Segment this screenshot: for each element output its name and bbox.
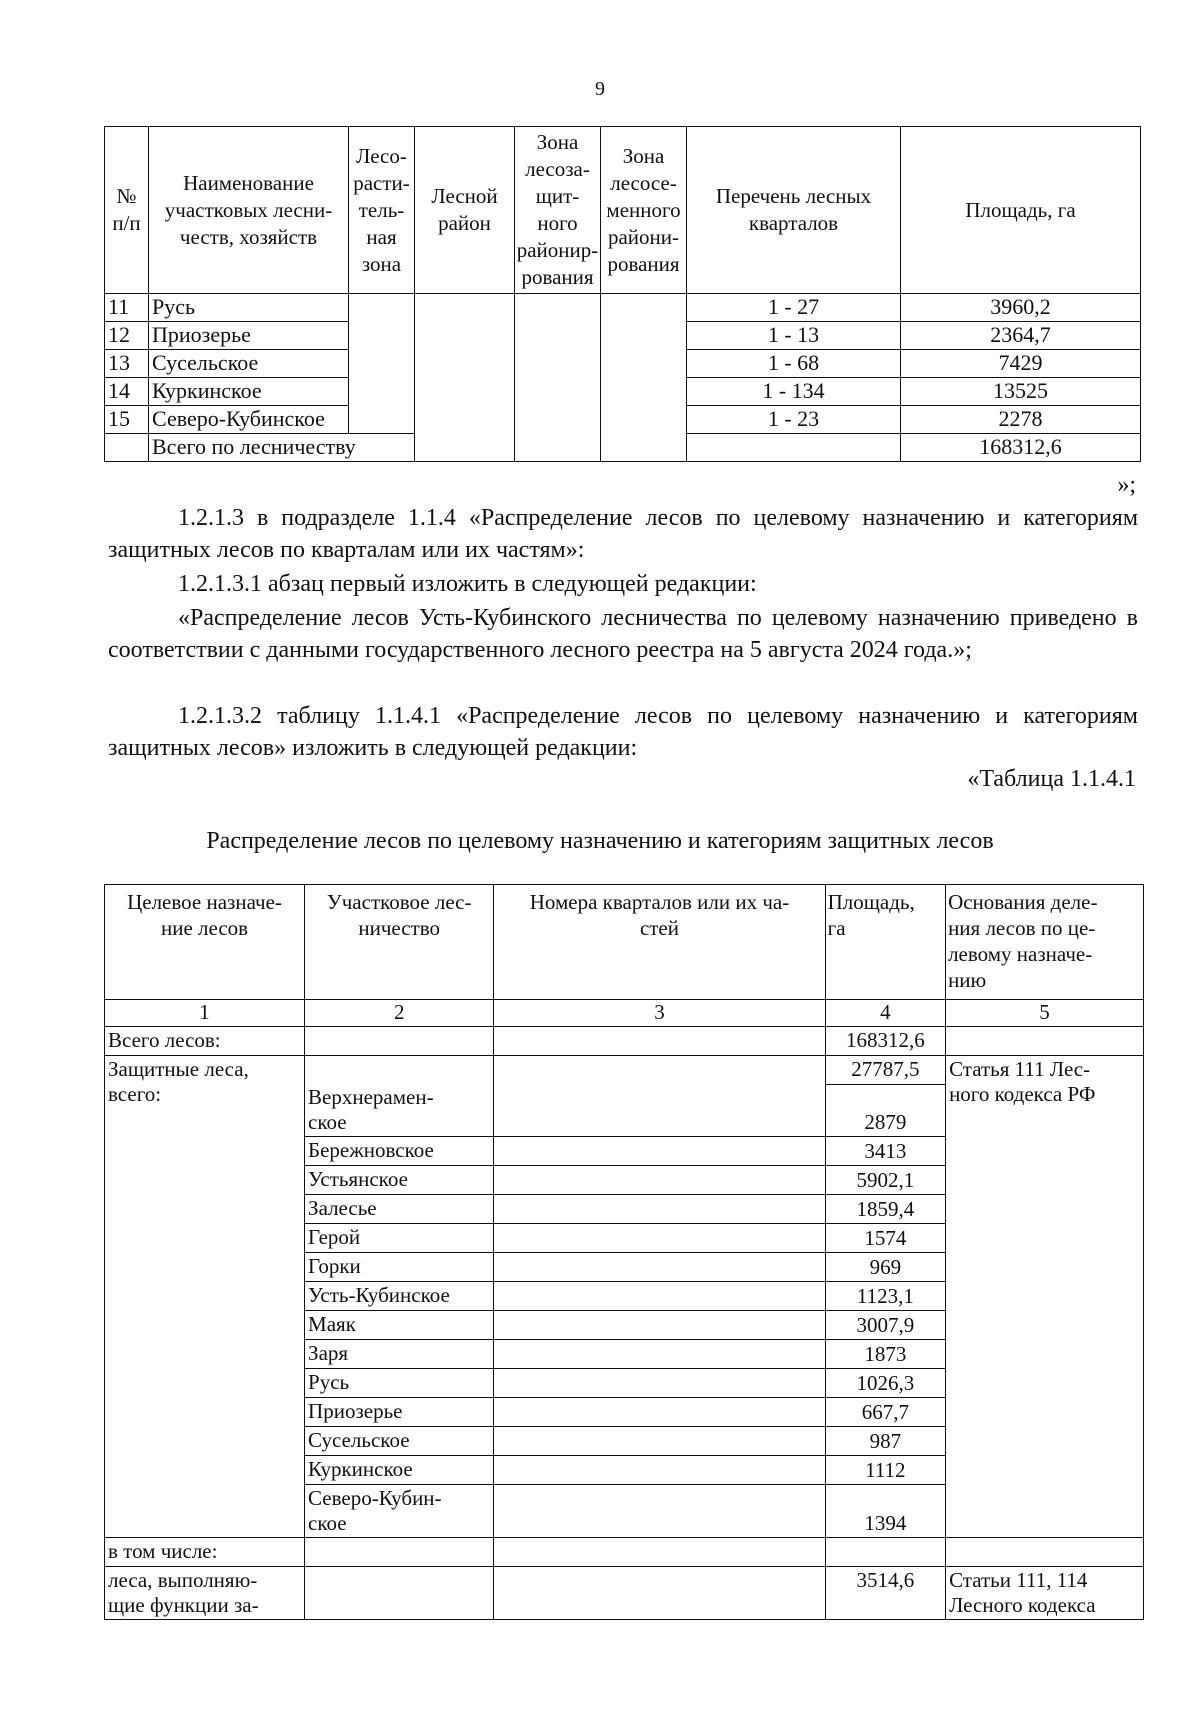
forestry-name: Залесье: [305, 1195, 494, 1224]
forestry-name: Верхнерамен- ское: [305, 1084, 494, 1137]
forestry-area: 987: [825, 1427, 945, 1456]
forestry-area: 1873: [825, 1340, 945, 1369]
paragraph-distribution-text: «Распределение лесов Усть-Кубинского лесничества по целевому назначению приведено в соответствии с данными государственного лесного реестра на 5 августа 2024 года.»;: [108, 605, 1138, 663]
row-area: 2278: [901, 406, 1141, 434]
empty-cell: [494, 1340, 825, 1369]
paragraph-subsection-1-1-4: 1.2.1.3 в подразделе 1.1.4 «Распределение лесов по целевому назначению и категориям защитных лесов по кварталам или их частям»:: [108, 505, 1138, 563]
row-quarters: 1 - 27: [687, 294, 901, 322]
column-number: 4: [825, 1000, 945, 1027]
empty-cell: [494, 1369, 825, 1398]
row-number: 12: [105, 322, 149, 350]
page-number: 9: [595, 78, 605, 100]
header-number: № п/п: [105, 127, 149, 294]
empty-cell: [494, 1166, 825, 1195]
empty-cell: [494, 1485, 825, 1538]
header-vegetation-zone: Лесо- расти- тель- ная зона: [349, 127, 415, 294]
water-protection-basis: Статьи 111, 114 Лесного кодекса: [946, 1567, 1144, 1620]
row-area: 2364,7: [901, 322, 1141, 350]
forestry-area: 3007,9: [825, 1311, 945, 1340]
forestry-area: 2879: [825, 1084, 945, 1137]
forestry-name: Северо-Кубин- ское: [305, 1485, 494, 1538]
forestry-area: 1123,1: [825, 1282, 945, 1311]
header-forestry: Участковое лес- ничество: [305, 885, 494, 1000]
empty-cell: [494, 1538, 825, 1567]
water-protection-area: 3514,6: [825, 1567, 945, 1620]
forestry-name: Приозерье: [305, 1398, 494, 1427]
table-row: [105, 294, 1141, 322]
row-name: Приозерье: [149, 322, 349, 350]
empty-cell: [825, 1538, 945, 1567]
row-area: 7429: [901, 350, 1141, 378]
forestry-name: Горки: [305, 1253, 494, 1282]
merged-empty-cell: [601, 294, 687, 462]
including-row: [105, 1538, 1144, 1567]
empty-cell: [687, 434, 901, 462]
forestry-area: 3413: [825, 1137, 945, 1166]
row-quarters: 1 - 23: [687, 406, 901, 434]
row-name: Северо-Кубинское: [149, 406, 349, 434]
forestry-name: Устьянское: [305, 1166, 494, 1195]
forestry-area: 667,7: [825, 1398, 945, 1427]
column-number: 3: [494, 1000, 825, 1027]
paragraph-first-paragraph-edit: 1.2.1.3.1 абзац первый изложить в следующей редакции:: [178, 571, 757, 597]
empty-cell: [494, 1456, 825, 1485]
empty-cell: [946, 1027, 1144, 1056]
table-header-row: [105, 885, 1144, 1000]
total-label: Всего по лесничеству: [149, 434, 415, 462]
header-area: Площадь, га: [901, 127, 1141, 294]
empty-cell: [305, 1567, 494, 1620]
empty-cell: [494, 1253, 825, 1282]
header-protection-zone: Зона лесоза- щит- ного районир- рования: [515, 127, 601, 294]
forestry-name: Герой: [305, 1224, 494, 1253]
header-quarter-numbers: Номера кварталов или их ча- стей: [494, 885, 825, 1000]
merged-empty-cell: [415, 294, 515, 462]
row-number: 15: [105, 406, 149, 434]
merged-empty-cell: [515, 294, 601, 462]
table-reference: «Таблица 1.1.4.1: [967, 766, 1136, 792]
empty-cell: [494, 1282, 825, 1311]
empty-cell: [494, 1056, 825, 1085]
total-area: 168312,6: [901, 434, 1141, 462]
forestry-name: Маяк: [305, 1311, 494, 1340]
column-number: 5: [946, 1000, 1144, 1027]
row-quarters: 1 - 68: [687, 350, 901, 378]
paragraph-table-edit: 1.2.1.3.2 таблицу 1.1.4.1 «Распределение лесов по целевому назначению и категориям защитных лесов» изложить в следующей редакции:: [108, 703, 1138, 761]
including-label: в том числе:: [105, 1538, 305, 1567]
forestry-area: 5902,1: [825, 1166, 945, 1195]
empty-cell: [494, 1084, 825, 1137]
header-purpose: Целевое назначе- ние лесов: [105, 885, 305, 1000]
water-protection-label: леса, выполняю- щие функции за-: [105, 1567, 305, 1620]
table-title: Распределение лесов по целевому назначению и категориям защитных лесов: [206, 828, 994, 854]
protective-forests-row: [105, 1056, 1144, 1085]
empty-cell: [494, 1027, 825, 1056]
total-forests-area: 168312,6: [825, 1027, 945, 1056]
forestry-area: 1026,3: [825, 1369, 945, 1398]
forestry-name: Русь: [305, 1369, 494, 1398]
column-number-row: [105, 1000, 1144, 1027]
forestry-area: 1394: [825, 1485, 945, 1538]
empty-cell: [305, 1027, 494, 1056]
forest-purpose-table: [104, 884, 1144, 1620]
forestry-name: Бережновское: [305, 1137, 494, 1166]
row-number: 11: [105, 294, 149, 322]
forestry-name: Сусельское: [305, 1427, 494, 1456]
header-basis: Основания деле- ния лесов по це- левому назначе- нию: [946, 885, 1144, 1000]
row-name: Куркинское: [149, 378, 349, 406]
empty-cell: [494, 1427, 825, 1456]
row-name: Сусельское: [149, 350, 349, 378]
empty-cell: [105, 434, 149, 462]
empty-cell: [494, 1195, 825, 1224]
row-area: 3960,2: [901, 294, 1141, 322]
row-quarters: 1 - 134: [687, 378, 901, 406]
forestry-area: 1859,4: [825, 1195, 945, 1224]
empty-cell: [494, 1398, 825, 1427]
empty-cell: [494, 1224, 825, 1253]
header-forest-district: Лесной район: [415, 127, 515, 294]
row-number: 14: [105, 378, 149, 406]
header-seed-zone: Зона лесосе- менного райони- рования: [601, 127, 687, 294]
forestry-area: 1574: [825, 1224, 945, 1253]
row-area: 13525: [901, 378, 1141, 406]
water-protection-row: [105, 1567, 1144, 1620]
table-header-row: [105, 127, 1141, 294]
forestry-area: 969: [825, 1253, 945, 1282]
protective-forests-label: Защитные леса, всего:: [105, 1056, 305, 1538]
column-number: 2: [305, 1000, 494, 1027]
protective-forests-area: 27787,5: [825, 1056, 945, 1085]
forestry-area: 1112: [825, 1456, 945, 1485]
forestry-name: Усть-Кубинское: [305, 1282, 494, 1311]
forestry-name: Куркинское: [305, 1456, 494, 1485]
empty-cell: [494, 1311, 825, 1340]
empty-cell: [305, 1538, 494, 1567]
forestry-list-table: [104, 126, 1141, 462]
protective-forests-basis: Статья 111 Лес- ного кодекса РФ: [946, 1056, 1144, 1538]
header-quarters: Перечень лесных кварталов: [687, 127, 901, 294]
empty-cell: [305, 1056, 494, 1085]
header-area: Площадь, га: [825, 885, 945, 1000]
header-name: Наименование участковых лесни- честв, хозяйств: [149, 127, 349, 294]
row-quarters: 1 - 13: [687, 322, 901, 350]
closing-quote-mark: »;: [1117, 472, 1136, 498]
total-forests-label: Всего лесов:: [105, 1027, 305, 1056]
column-number: 1: [105, 1000, 305, 1027]
total-forests-row: [105, 1027, 1144, 1056]
empty-cell: [946, 1538, 1144, 1567]
row-name: Русь: [149, 294, 349, 322]
merged-empty-cell: [349, 294, 415, 434]
empty-cell: [494, 1137, 825, 1166]
empty-cell: [494, 1567, 825, 1620]
forestry-name: Заря: [305, 1340, 494, 1369]
row-number: 13: [105, 350, 149, 378]
